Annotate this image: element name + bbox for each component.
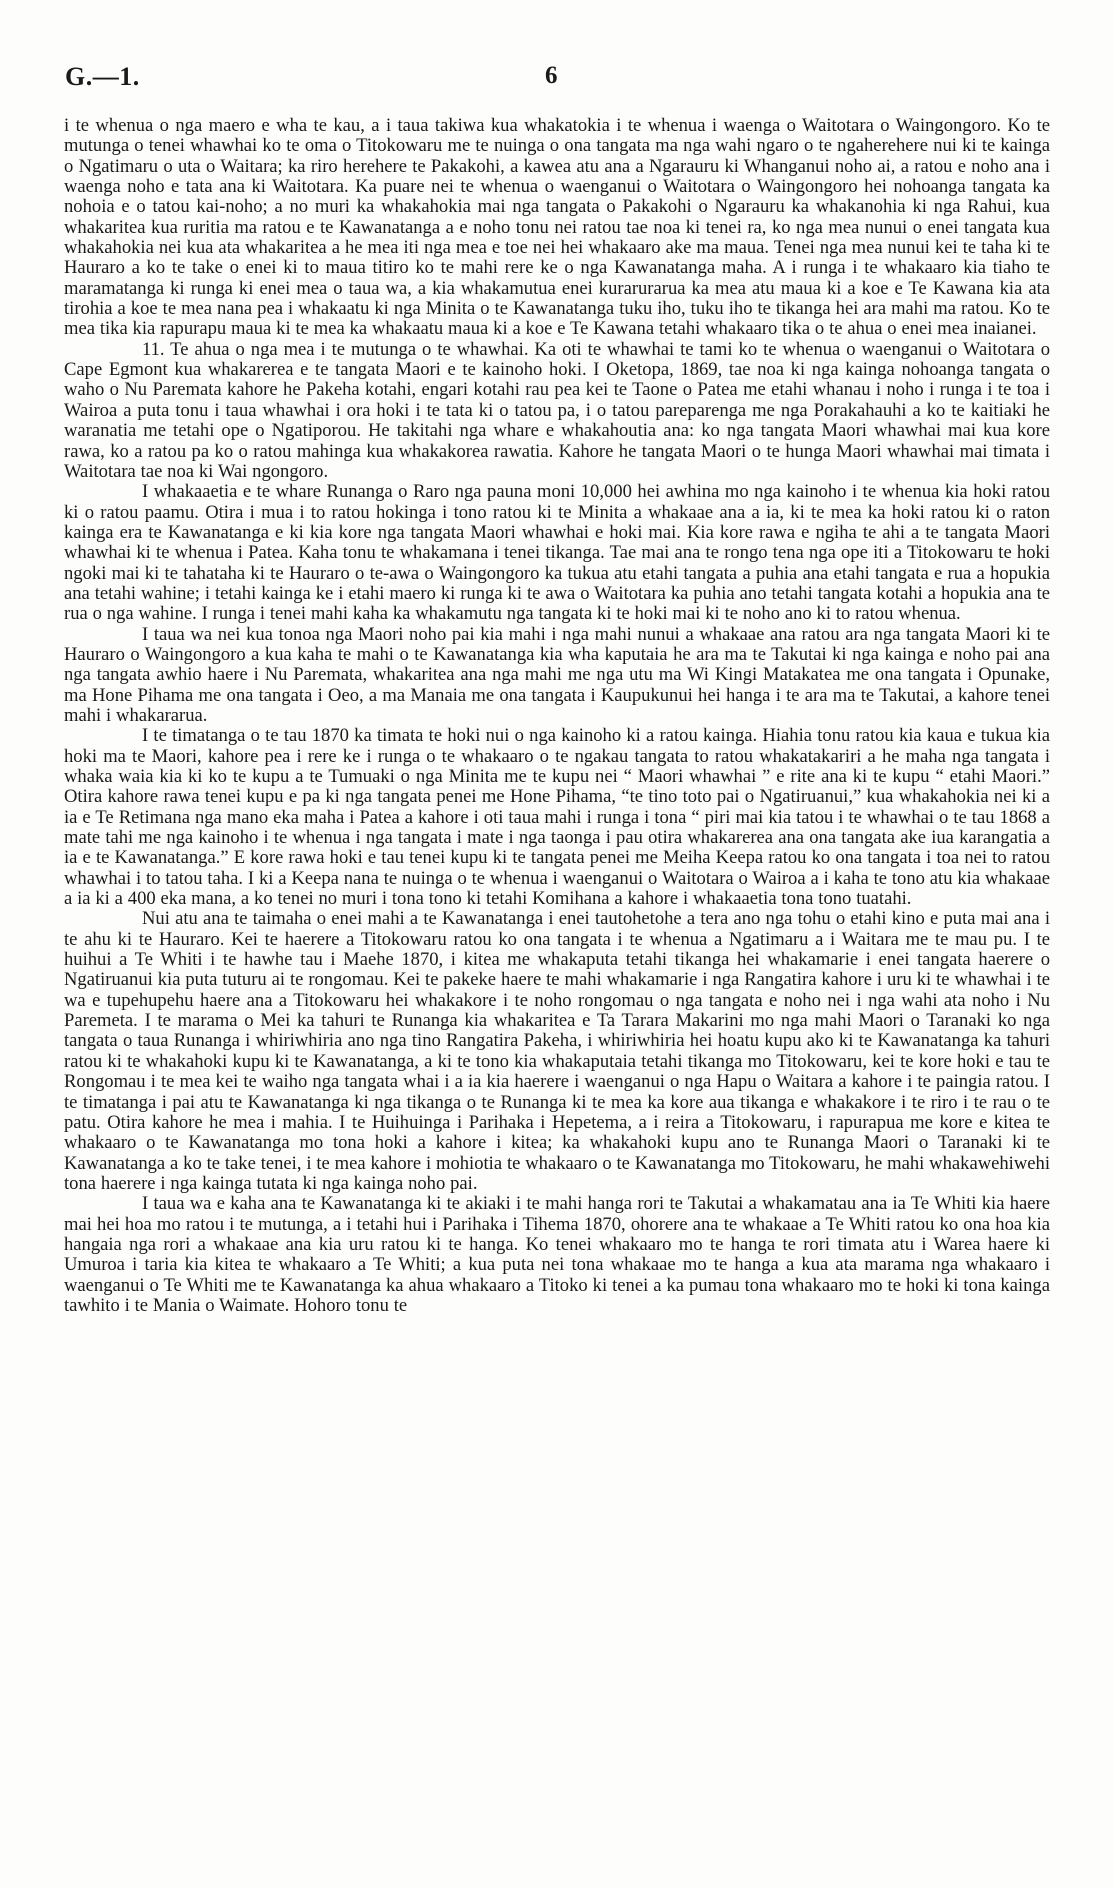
paragraph-section-11: 11. Te ahua o nga mea i te mutunga o te whawhai. Ka oti te whawhai te tami ko te whenua o waenganui o Waitotara o Cape Egmont kua whakarerea e te tangata Maori e te kainoho hoki. I Oketopa, 1869, tae noa ki nga kainga nohoanga tangata o waho o Nu Paremata kahore he Pakeha kotahi, engari kotahi rau pea kei te Taone o Patea me etahi whanau i noho i runga i te toa i Wairoa a puta tonu i taua whawhai i ora hoki i te tata ki o tatou pa, i o tatou pareparenga me nga Porakahauhi a ko te kaitiaki he waranatia me tetahi ope o Ngatiporou. He takitahi nga whare e whakahoutia ana: ko nga tangata Maori whawhai mai kua kore rawa, ko a ratou pa ko o ratou mahinga kua whakakorea rawatia. Kahore he tangata Maori o te hunga Maori whawhai mai timata i Waitotara tae noa ki Wai ngongoro. [64, 338, 1050, 482]
page-number: 6 [545, 62, 558, 89]
paragraph: Nui atu ana te taimaha o enei mahi a te Kawanatanga i enei tautohetohe a tera ano nga tohu o etahi kino e puta mai ana i te ahu ki te Hauraro. Kei te haerere a Titokowaru ratou ko ona tangata i te whenua a Ngatimaru a i Waitara me te mau pu. I te huihui a Te Whiti i te hawhe tau i Maehe 1870, i kitea me whakaputa tetahi tikanga hei whakamarie i enei tangata haerere o Ngatiruanui kia puta tuturu ai te rongomau. Kei te pakeke haere te mahi whakamarie i nga Rangatira kahore i uru ki te whawhai i te wa e tupehupehu haere ana a Titokowaru hei whakakore i te noho rongomau o nga tangata e noho nei i nga wahi ata noho i Nu Paremeta. I te marama o Mei ka tahuri te Runanga kia whakaritea e Ta Tarara Makarini mo nga mahi Maori o Taranaki ko nga tangata o taua Runanga i whiriwhiria ano nga tino Rangatira Pakeha, i whiriwhiria hei hoatu kupu ako ki te Kawanatanga ka tahuri ratou ki te whakahoki kupu ki te Kawanatanga, a ki te tono kia whakaputaia tetahi tikanga mo Titokowaru, kei te kore hoki e tau te Rongomau i te mea kei te waiho nga tangata whai i a ia kia haerere i waenganui o nga Hapu o Waitara a kahore i te paingia ratou. I te timatanga i pai atu te Kawanatanga ki nga tikanga o te Runanga ki te mea ka kore aua tikanga e whakakore i te riro i te rau o te patu. Otira kahore he mea i mahia. I te Huihuinga i Parihaka i Hepetema, a i reira a Titokowaru, i rapurapua me kore e kitea te whakaaro o te Kawanatanga mo tona hoki a kahore i kitea; ka whakahoki kupu ano te Runanga Maori o Taranaki ki te Kawanatanga a ko te take tenei, i te mea kahore i mohiotia te whakaaro o te Kawanatanga mo Titokowaru, he mahi whakawehiwehi tona haerere i nga kainga tutata ki nga kainga noho pai. [64, 908, 1050, 1194]
paragraph: I whakaaetia e te whare Runanga o Raro nga pauna moni 10,000 hei awhina mo nga kainoho i te whenua kia hoki ratou ki o ratou paamu. Otira i mua i to ratou hokinga i tono ratou ki te Minita a whakaae ana a ia, ki te mea ka hoki ratou ki o raton kainga era te Kawanatanga e ki kia kore nga tangata Maori whawhai e hoki mai. Kia kore rawa e ngiha te ahi a te tangata Maori whawhai ki te whenua i Patea. Kaha tonu te whakamana i tenei tikanga. Tae mai ana te rongo tena nga ope iti a Titokowaru te hoki ngoki mai ki te tahataha ki te Hauraro o te-awa o Waingongoro ka tukua atu etahi tangata a puhia ana etahi tangata e rua a hopukia ana tetahi wahine; i tetahi kainga ke i etahi maero ki runga ki te awa o Waitotara ka puhia ano tetahi tangata kotahi a hopukia ana te rua o nga wahine. I runga i tenei mahi kaha ka whakamutu nga tangata ki te hoki mai ki te noho ano ki to ratou whenua. [64, 481, 1050, 625]
paragraph: I taua wa nei kua tonoa nga Maori noho pai kia mahi i nga mahi nunui a whakaae ana ratou ara nga tangata Maori ki te Hauraro o Waingongoro a kua kaha te mahi o te Kawanatanga kia wha kaputaia he ara ma te Takutai ki nga kainga e noho pai ana nga tangata awhio haere i Nu Paremata, whakaritea ana nga mahi me nga utu ma Wi Kingi Matakatea me ona tangata i Opunake, ma Hone Pihama me ona tangata i Oeo, a ma Manaia me ona tangata i Kaupukunui hei hanga i te ara ma te Takutai, a kahore tenei mahi i whakararua. [64, 623, 1050, 726]
paragraph: I te timatanga o te tau 1870 ka timata te hoki nui o nga kainoho ki a ratou kainga. Hiahia tonu ratou kia kaua e tukua kia hoki ma te Maori, kahore pea i rere ke i runga o te whakaaro o te ngakau tangata to ratou whakatakariri a he maha nga tangata i whaka waia kia ki ko te kupu a te Tumuaki o nga Minita me te kupu nei “ Maori whawhai ” e rite ana ki te kupu “ etahi Maori.” Otira kahore rawa tenei kupu e pa ki nga tangata penei me Hone Pihama, “te tino toto pai o Ngatiruanui,” kua whakahokia nei ki a ia e Te Retimana nga mano eka maha i Patea a kahore i oti taua mahi i runga i tona “ piri mai kia tatou i te whawhai o te tau 1868 a mate tahi me nga kainoho i te whenua i nga tangata i mate i nga taonga i pau otira whakarerea ana ona tangata ake iua karangatia a ia e te Kawanatanga.” E kore rawa hoki e tau tenei kupu ki te tangata penei me Meiha Keepa ratou ko ona tangata i toa nei to ratou whawhai i to tatou taha. I ki a Keepa nana te nuinga o te whenua i waenganui o Waitotara o Wairoa a i kaha te tono atu kia whakaae a ia ki a 400 eka mana, a ko tenei no muri i tona tono ki tetahi Komihana a kahore i whakaaetia tona tono tuatahi. [64, 725, 1050, 910]
paragraph-continuation: i te whenua o nga maero e wha te kau, a i taua takiwa kua whakatokia i te whenua i waenga o Waitotara o Waingongoro. Ko te mutunga o tenei whawhai ko te oma o Titokowaru me te nuinga o ona tangata ma nga wahi ngaro o te ngaherehere nui ki te kainga o Ngatimaru o uta o Waitara; ka riro herehere te Pakakohi, a kawea atu ana a Ngarauru ki Whanganui noho ai, a ratou e noho ana i waenga noho e tata ana ki Waitotara. Ka puare nei te whenua o waenganui o Waitotara o Waingongoro hei nohoanga tangata ka nohoia e o tatou kai-noho; a no muri ka whakahokia mai nga tangata o Pakakohi o Ngarauru ka whakanohia ki nga Rahui, kua whakaritea kua ruritia ma ratou e te Kawanatanga a e noho tonu nei ratou tae noa ki tenei ra, ko nga mea nunui o enei tangata kua whakahokia nei kua ata whakaritea a he mea iti nga mea e toe nei hei whakaaro ake ma maua. Tenei nga mea nunui kei te taha ki te Hauraro a ko te take o enei ki to maua titiro ko te mahi rere ke o nga Kawanatanga maha. A i runga i te whakaaro kia tiaho te maramatanga ki runga ki enei mea o taua wa, a kia whakamutua enei kurarurarua ka mea atu maua ki a koe e Te Kawana kia ata tirohia a koe te mea nana pea i whakaatu ki nga Minita o te Kawanatanga tuku iho, tuku iho te tikanga hei ara mahi ma ratou. Ko te mea tika kia rapurapu maua ki te mea ka whakaatu maua ki a koe e Te Kawana tetahi whakaaro tika o te ahua o enei mea inaianei. [64, 115, 1050, 340]
body-text [64, 116, 1050, 1316]
page-header [65, 62, 1050, 94]
document-code: G.—1. [65, 62, 140, 91]
paragraph: I taua wa e kaha ana te Kawanatanga ki te akiaki i te mahi hanga rori te Takutai a whakamatau ana ia Te Whiti kia haere mai hei hoa mo ratou i te mutunga, a i tetahi hui i Parihaka i Tihema 1870, ohorere ana te whakaae a Te Whiti ratou ko ona hoa kia hangaia nga rori a whakaae ana kia uru ratou ki te hanga. Ko tenei whakaaro mo te hanga te rori timata atu i Warea haere ki Umuroa i taria kia kitea te whakaaro a Te Whiti; a kua puta nei tona whakaae mo te hanga a kua ata marama nga whakaaro i waenganui o Te Whiti me te Kawanatanga ka ahua whakaaro a Titoko ki tenei a ka pumau tona whakaaro mo te hoki ki tona kainga tawhito i te Mania o Waimate. Hohoro tonu te [64, 1193, 1050, 1316]
